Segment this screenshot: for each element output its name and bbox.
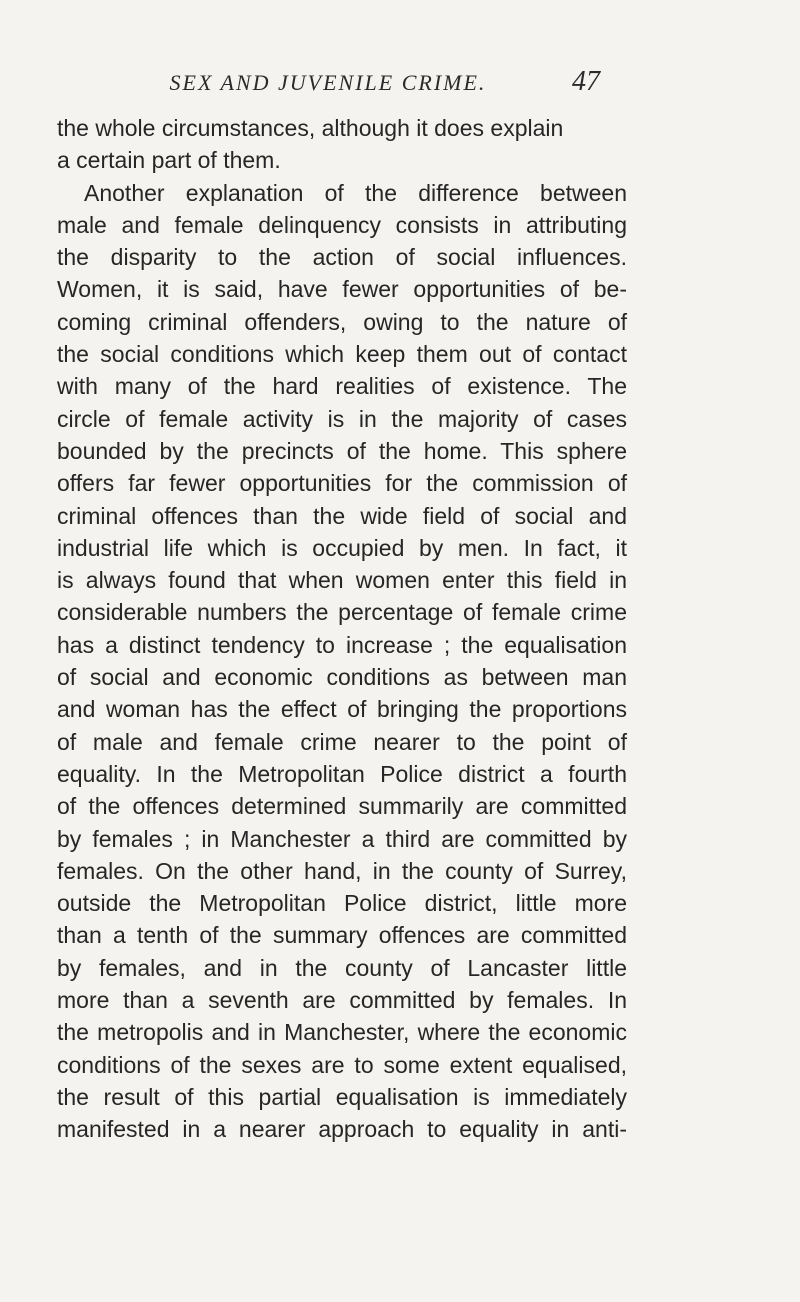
text-line: industrial life which is occupied by men. In fact, it [57,534,627,561]
text-line: considerable numbers the percentage of female crime [57,599,627,626]
running-head: SEX AND JUVENILE CRIME. [169,70,487,95]
page-number: 47 [572,66,600,97]
text-line: the metropolis and in Manchester, where the economic [57,1019,627,1046]
text-line: the whole circumstances, although it does explain [57,115,564,141]
text-line: the social conditions which keep them out of contact [57,341,627,368]
text-line: females. On the other hand, in the county of Surrey, [57,857,627,884]
text-line: of male and female crime nearer to the point of [57,728,627,755]
text-line: by females ; in Manchester a third are committed by [57,825,627,852]
text-line: the disparity to the action of social influences. [57,244,627,271]
text-line: coming criminal offenders, owing to the nature of [57,308,627,335]
text-line: and woman has the effect of bringing the proportions [57,696,627,723]
text-line: bounded by the precincts of the home. This sphere [57,437,627,464]
text-line: with many of the hard realities of existence. The [57,373,627,400]
text-line: male and female delinquency consists in attributing [57,211,627,238]
text-line: outside the Metropolitan Police district, little more [57,890,627,917]
text-line: more than a seventh are committed by females. In [57,987,627,1014]
text-line: Another explanation of the difference between [84,179,627,206]
text-line: of the offences determined summarily are committed [57,793,627,820]
text-line: criminal offences than the wide field of social and [57,502,627,529]
text-line: manifested in a nearer approach to equality in anti- [57,1116,627,1143]
text-line: the result of this partial equalisation is immediately [57,1083,627,1110]
text-line: Women, it is said, have fewer opportunities of be- [57,276,627,303]
text-line: conditions of the sexes are to some extent equalised, [57,1051,627,1078]
body-text [57,112,627,1146]
text-line: of social and economic conditions as between man [57,664,627,691]
text-line: circle of female activity is in the majority of cases [57,405,627,432]
text-line: by females, and in the county of Lancaster little [57,954,627,981]
text-line: a certain part of them. [57,147,281,174]
text-line: offers far fewer opportunities for the commission of [57,470,627,497]
text-line: equality. In the Metropolitan Police district a fourth [57,760,627,787]
text-line: is always found that when women enter this field in [57,567,627,594]
text-line: has a distinct tendency to increase ; the equalisation [57,631,627,658]
text-line: than a tenth of the summary offences are committed [57,922,627,949]
